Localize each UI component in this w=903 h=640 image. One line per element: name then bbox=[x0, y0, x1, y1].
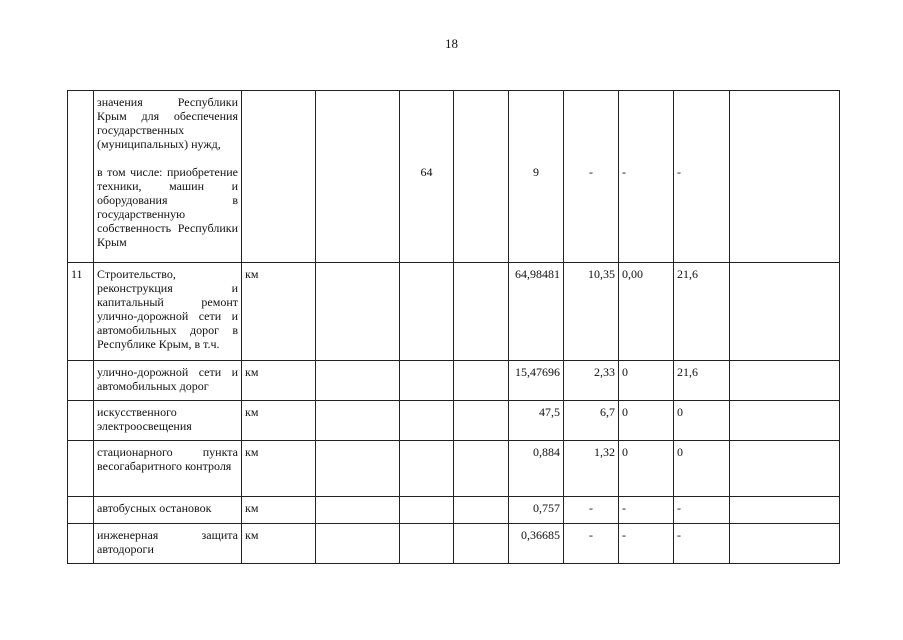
row-number-cell bbox=[68, 91, 94, 263]
value-cell: 0,757 bbox=[509, 497, 564, 524]
value-cell bbox=[674, 91, 730, 263]
value-cell: - bbox=[619, 524, 674, 564]
table-row bbox=[68, 263, 840, 361]
value-cell: 64,98481 bbox=[509, 263, 564, 361]
value-cell bbox=[316, 497, 400, 524]
value-cell: 21,6 bbox=[674, 263, 730, 361]
value-text: - bbox=[677, 165, 681, 179]
row-number-cell bbox=[68, 497, 94, 524]
row-number-cell bbox=[68, 361, 94, 401]
description-cell: инженерная защита автодороги bbox=[94, 524, 242, 564]
value-cell bbox=[730, 497, 840, 524]
value-cell: - bbox=[619, 497, 674, 524]
value-cell: 0,884 bbox=[509, 441, 564, 497]
description-cell: автобусных остановок bbox=[94, 497, 242, 524]
value-text: 9 bbox=[533, 165, 539, 179]
value-cell bbox=[730, 91, 840, 263]
value-cell: 6,7 bbox=[564, 401, 619, 441]
value-cell bbox=[454, 441, 509, 497]
value-cell bbox=[316, 401, 400, 441]
table-row bbox=[68, 497, 840, 524]
value-cell: 2,33 bbox=[564, 361, 619, 401]
description-text: значения Республики Крым для обеспечения государственных (муниципальных) нужд, bbox=[97, 95, 238, 151]
value-cell bbox=[400, 263, 454, 361]
description-cell bbox=[94, 91, 242, 263]
value-cell bbox=[730, 401, 840, 441]
value-cell bbox=[454, 401, 509, 441]
value-cell: 0,36685 bbox=[509, 524, 564, 564]
value-cell bbox=[730, 263, 840, 361]
value-cell bbox=[400, 497, 454, 524]
page-number: 18 bbox=[445, 36, 458, 51]
value-cell bbox=[454, 263, 509, 361]
value-cell: 21,6 bbox=[674, 361, 730, 401]
value-cell bbox=[400, 91, 454, 263]
value-cell bbox=[400, 401, 454, 441]
value-cell: 1,32 bbox=[564, 441, 619, 497]
value-cell: 15,47696 bbox=[509, 361, 564, 401]
table-row bbox=[68, 524, 840, 564]
value-cell: - bbox=[564, 524, 619, 564]
table-row bbox=[68, 441, 840, 497]
description-cell: искусственного электроосвещения bbox=[94, 401, 242, 441]
value-text: - bbox=[622, 165, 626, 179]
value-cell: 0 bbox=[619, 361, 674, 401]
value-cell: - bbox=[564, 497, 619, 524]
value-cell: 10,35 bbox=[564, 263, 619, 361]
value-cell: 47,5 bbox=[509, 401, 564, 441]
unit-cell: км bbox=[242, 441, 316, 497]
value-text: 64 bbox=[420, 165, 433, 179]
data-table bbox=[67, 90, 840, 564]
value-cell: - bbox=[674, 524, 730, 564]
unit-cell: км bbox=[242, 497, 316, 524]
table-row bbox=[68, 361, 840, 401]
value-cell bbox=[454, 524, 509, 564]
value-cell: 0,00 bbox=[619, 263, 674, 361]
description-cell: улично-дорожной сети и автомобильных дорог bbox=[94, 361, 242, 401]
value-cell bbox=[730, 441, 840, 497]
value-cell: 0 bbox=[674, 441, 730, 497]
description-text: в том числе: приобретение техники, машин и оборудования в государственную собственность Республики Крым bbox=[97, 165, 238, 249]
unit-cell: км bbox=[242, 361, 316, 401]
value-cell bbox=[316, 524, 400, 564]
value-cell: 0 bbox=[619, 401, 674, 441]
value-cell bbox=[316, 441, 400, 497]
unit-cell: км bbox=[242, 263, 316, 361]
value-text: - bbox=[589, 165, 593, 179]
value-cell: 0 bbox=[619, 441, 674, 497]
value-cell bbox=[400, 361, 454, 401]
value-cell bbox=[564, 91, 619, 263]
unit-cell bbox=[242, 91, 316, 263]
unit-cell: км bbox=[242, 401, 316, 441]
value-cell bbox=[316, 263, 400, 361]
row-number-cell bbox=[68, 401, 94, 441]
row-number-cell bbox=[68, 441, 94, 497]
value-cell bbox=[454, 361, 509, 401]
value-cell bbox=[454, 91, 509, 263]
row-number-cell bbox=[68, 524, 94, 564]
value-cell bbox=[400, 524, 454, 564]
value-cell bbox=[454, 497, 509, 524]
value-cell bbox=[316, 91, 400, 263]
unit-cell: км bbox=[242, 524, 316, 564]
value-cell bbox=[730, 524, 840, 564]
table-row bbox=[68, 401, 840, 441]
description-cell: Строительство, реконструкция и капитальный ремонт улично-дорожной сети и автомобильных дорог в Республике Крым, в т.ч. bbox=[94, 263, 242, 361]
table-row bbox=[68, 91, 840, 263]
value-cell bbox=[509, 91, 564, 263]
value-cell bbox=[619, 91, 674, 263]
value-cell bbox=[316, 361, 400, 401]
value-cell: - bbox=[674, 497, 730, 524]
description-cell: стационарного пункта весогабаритного контроля bbox=[94, 441, 242, 497]
value-cell: 0 bbox=[674, 401, 730, 441]
value-cell bbox=[730, 361, 840, 401]
row-number-cell: 11 bbox=[68, 263, 94, 361]
value-cell bbox=[400, 441, 454, 497]
